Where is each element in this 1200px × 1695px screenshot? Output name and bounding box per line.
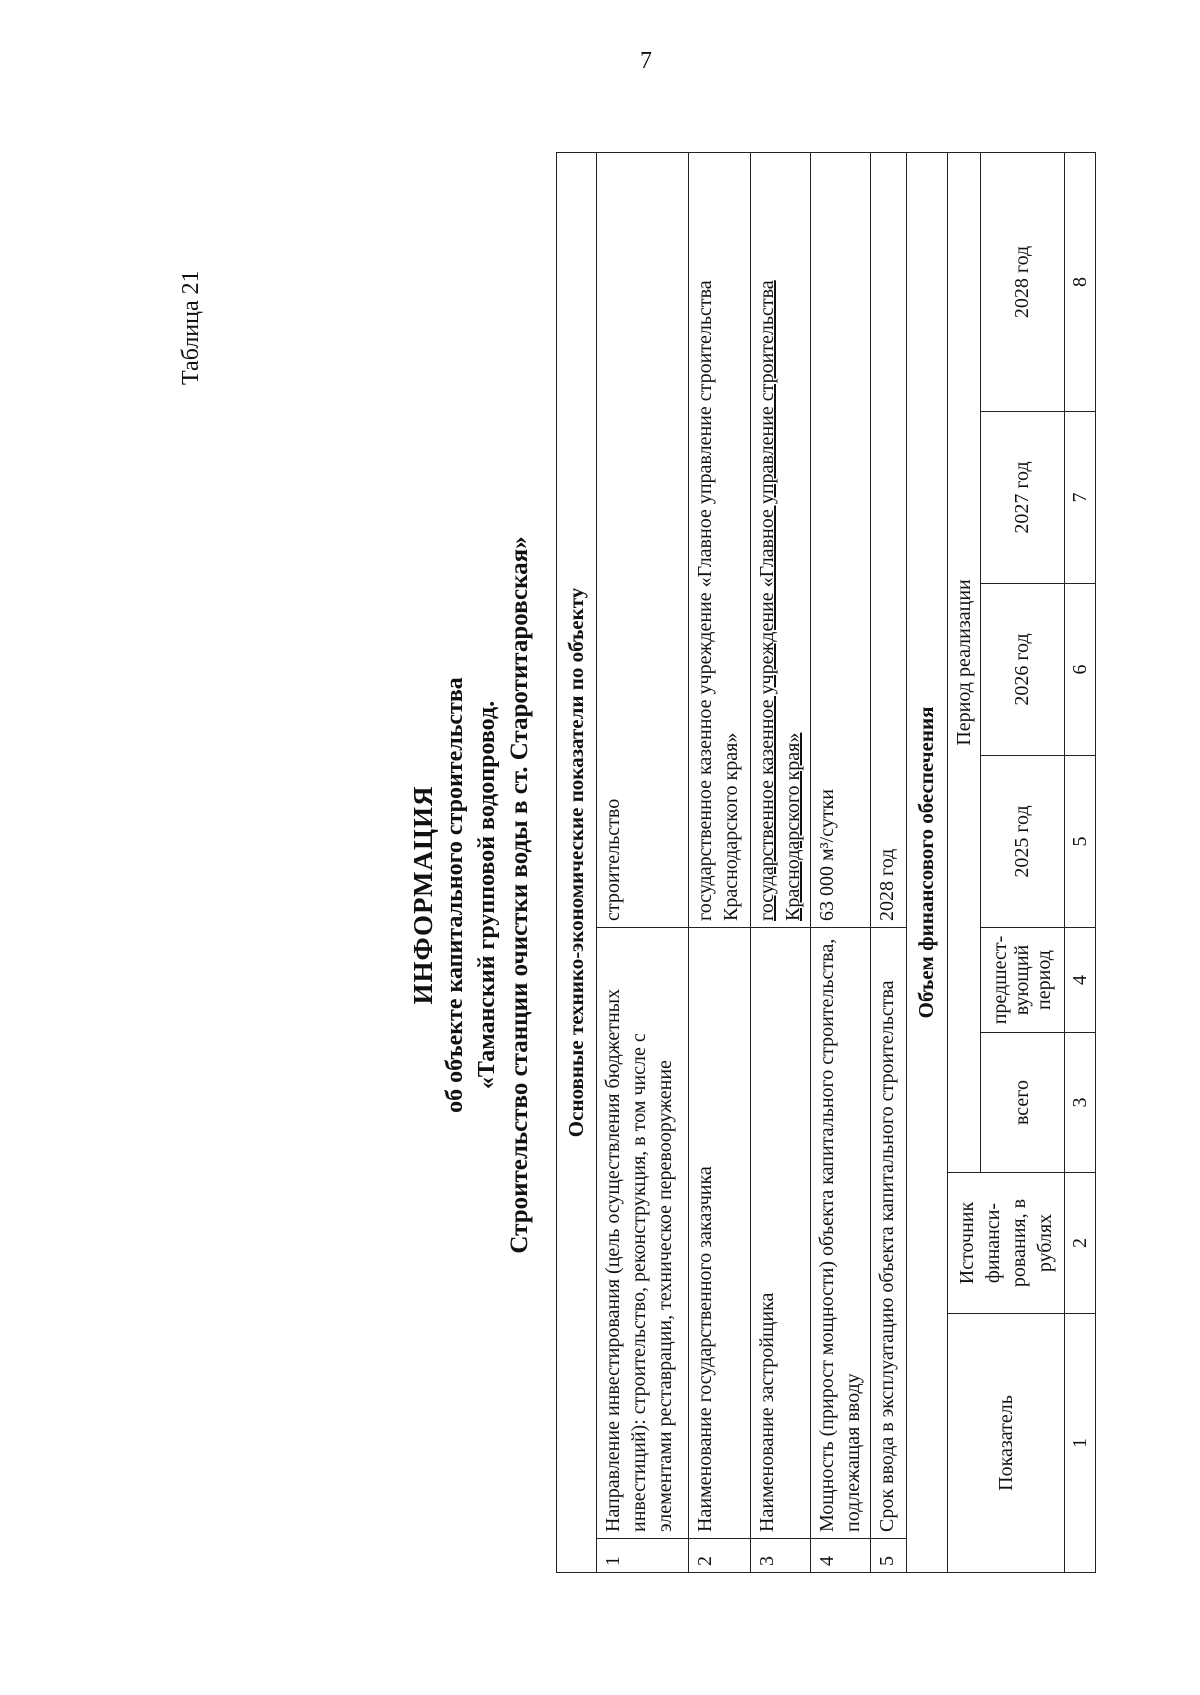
row-value: строительство	[597, 152, 689, 927]
row-number: 5	[871, 1539, 907, 1573]
section-header-row	[557, 152, 597, 1572]
heading-subtitle: об объекте капитального строительства	[442, 677, 468, 1113]
section-header-row	[907, 152, 947, 1572]
row-label: Срок ввода в эксплуатацию объекта капитального строительства	[871, 928, 907, 1539]
column-index: 4	[1064, 928, 1095, 1033]
row-value: государственное казенное учреждение «Главное управление строительства Краснодарского края»	[751, 152, 811, 927]
row-number: 4	[811, 1539, 871, 1573]
table-row	[811, 152, 871, 1572]
row-value: 2028 год	[871, 152, 907, 927]
header-period: Период реализации	[947, 152, 980, 1172]
table-row	[597, 152, 689, 1572]
page-number: 7	[640, 48, 652, 74]
table-row	[689, 152, 751, 1572]
row-label: Наименование застройщика	[751, 928, 811, 1539]
header-indicator: Показатель	[947, 1314, 1064, 1573]
header-total: всего	[980, 1033, 1064, 1173]
header-previous-period: предшест-вующий период	[980, 928, 1064, 1033]
section1-title: Основные технико-экономические показатели по объекту	[557, 152, 597, 1572]
table-row	[871, 152, 907, 1572]
row-number: 1	[597, 1539, 689, 1573]
fin-header-row	[947, 152, 980, 1572]
column-index: 8	[1064, 152, 1095, 411]
row-value: государственное казенное учреждение «Главное управление строительства Краснодарского края»	[689, 152, 751, 927]
column-index: 7	[1064, 412, 1095, 584]
row-number: 2	[689, 1539, 751, 1573]
column-index: 2	[1064, 1173, 1095, 1314]
column-index: 1	[1064, 1314, 1095, 1573]
header-2025: 2025 год	[980, 756, 1064, 928]
table-row	[751, 152, 811, 1572]
header-source: Источник финанси-рования, в рублях	[947, 1173, 1064, 1314]
column-index: 5	[1064, 756, 1095, 928]
row-label: Направление инвестирования (цель осуществления бюджетных инвестиций): строительство, реконструкция, в том числе с элементами реставрации, техническое перевооружение	[597, 928, 689, 1539]
info-table	[556, 152, 1096, 1573]
row-number: 3	[751, 1539, 811, 1573]
row-label: Наименование государственного заказчика	[689, 928, 751, 1539]
header-2026: 2026 год	[980, 584, 1064, 756]
header-2027: 2027 год	[980, 412, 1064, 584]
heading-object-name: «Таманский групповой водопровод.	[474, 700, 500, 1090]
header-2028: 2028 год	[980, 152, 1064, 411]
column-index: 6	[1064, 584, 1095, 756]
column-index-row	[1064, 152, 1095, 1572]
heading-title: ИНФОРМАЦИЯ	[408, 785, 438, 1005]
row-label: Мощность (прирост мощности) объекта капитального строительства, подлежащая вводу	[811, 928, 871, 1539]
heading-object-detail: Строительство станции очистки воды в ст. Старотитаровская»	[506, 536, 533, 1254]
section2-title: Объем финансового обеспечения	[907, 152, 947, 1572]
row-value: 63 000 м³/сутки	[811, 152, 871, 927]
table-caption: Таблица 21	[178, 270, 204, 385]
column-index: 3	[1064, 1033, 1095, 1173]
